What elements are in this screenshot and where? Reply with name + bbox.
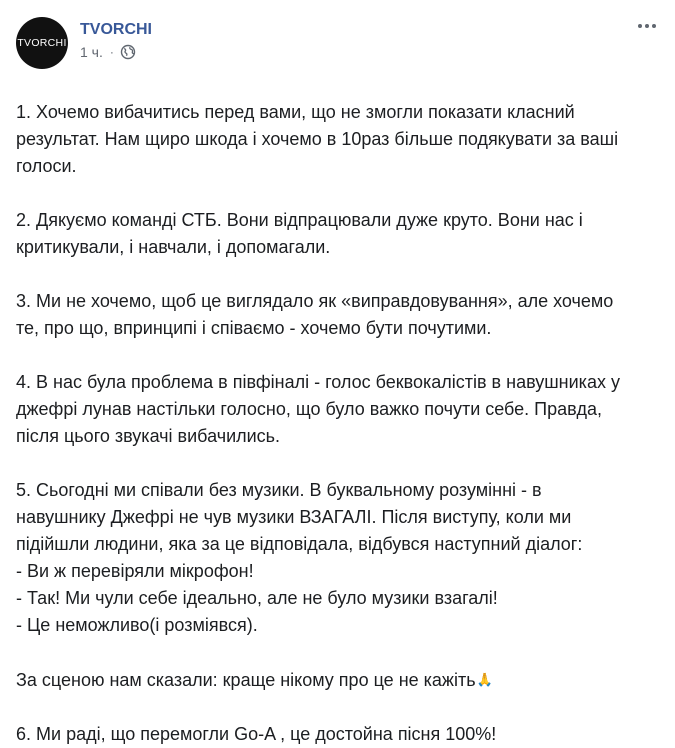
post-text-line: - Так! Ми чули себе ідеально, але не було музики взагалі! (16, 588, 498, 608)
post-text-line: після цього звукачі вибачились. (16, 426, 281, 446)
post-text-line: - Це неможливо(і розміявся). (16, 615, 258, 635)
post-text-line: критикували, і навчали, і допомагали. (16, 237, 331, 257)
post-text-segment: За сценою нам сказали: краще нікому про це не кажіть (16, 670, 476, 690)
globe-icon[interactable] (120, 44, 136, 60)
post-text-line: джефрі лунав настільки голосно, що було важко почути себе. Правда, (16, 399, 603, 419)
post-text-line: те, про що, впринципі і співаємо - хочемо бути почутими. (16, 318, 492, 338)
page-name-link[interactable]: TVORCHI (80, 21, 152, 38)
post-text-line: 5. Сьогодні ми співали без музики. В буквальному розумінні - в (16, 480, 542, 500)
meta-separator: · (109, 45, 114, 59)
post-body (16, 99, 657, 748)
post-text-line: - Ви ж перевіряли мікрофон! (16, 561, 254, 581)
post-paragraph-4 (16, 369, 657, 450)
post-text-line: 2. Дякуємо команді СТБ. Вони відпрацювали дуже круто. Вони нас і (16, 210, 583, 230)
post-paragraph-6 (16, 666, 657, 694)
post-text-line: підійшли людини, яка за це відповідала, відбувся наступний діалог: (16, 534, 583, 554)
page-avatar[interactable]: TVORCHI (16, 17, 68, 69)
post-text-line: 4. В нас була проблема в півфіналі - голос беквокалістів в навушниках у (16, 372, 620, 392)
post-paragraph-2 (16, 207, 657, 261)
post-paragraph-3 (16, 288, 657, 342)
post-meta (80, 15, 152, 60)
post-timestamp[interactable]: 1 ч. (80, 44, 103, 60)
post-text-line: 6. Ми раді, що перемогли Go-A , це достойна пісня 100%! (16, 724, 497, 744)
folded-hands-emoji: 🙏 (476, 672, 493, 687)
post-paragraph-7 (16, 721, 657, 748)
post-paragraph-5 (16, 477, 657, 639)
post-text-line: результат. Нам щиро шкода і хочемо в 10раз більше подякувати за ваші (16, 129, 619, 149)
post-text-line: 3. Ми не хочемо, щоб це виглядало як «виправдовування», але хочемо (16, 291, 614, 311)
post-paragraph-1 (16, 99, 657, 180)
post-time-row (80, 44, 152, 60)
post-text-line: голоси. (16, 156, 77, 176)
post-text-line: навушнику Джефрі не чув музики ВЗАГАЛІ. Після виступу, коли ми (16, 507, 572, 527)
post-text-line: 1. Хочемо вибачитись перед вами, що не змогли показати класний (16, 102, 575, 122)
post-header (16, 15, 657, 73)
post-text-line (16, 666, 657, 694)
more-horizontal-icon[interactable] (635, 16, 659, 36)
